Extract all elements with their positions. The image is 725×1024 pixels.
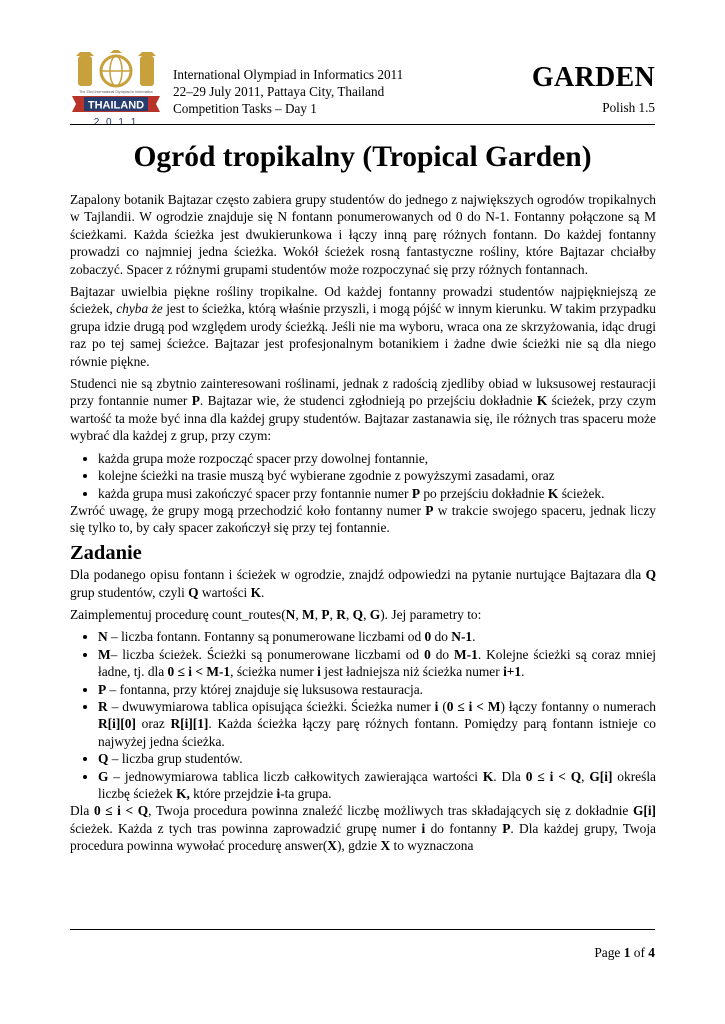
param-q <box>98 750 656 767</box>
text: , ścieżka numer <box>230 664 318 680</box>
text: ścieżek. Każda z tych tras powinna zaprowadzić grupę numer <box>70 820 422 836</box>
var: G <box>98 768 109 784</box>
note-paragraph <box>70 502 656 537</box>
text: po przejściu dokładnie <box>420 485 548 501</box>
var: i <box>276 786 281 801</box>
var: G[i] <box>632 803 657 819</box>
var: X <box>380 838 391 854</box>
var: X <box>327 838 337 854</box>
text: , Twoja procedura powinna znaleźć liczbę możliwych tras składających się z dokładnie <box>148 803 633 819</box>
var: Q <box>98 751 109 767</box>
var: N <box>285 606 296 622</box>
var: P <box>502 820 511 836</box>
task-name: GARDEN <box>531 62 655 93</box>
intro-paragraph-2 <box>70 283 656 370</box>
current-page: 1 <box>623 945 631 960</box>
params-list <box>70 628 656 802</box>
var: 0 ≤ i < M-1 <box>167 664 231 680</box>
text: , <box>295 606 303 622</box>
var: i <box>434 698 439 714</box>
var: 0 <box>424 646 431 662</box>
text: które przejdzie <box>189 786 277 801</box>
text: oraz <box>135 716 171 732</box>
var: 0 ≤ i < Q <box>93 803 149 819</box>
ioi-thailand-logo-icon <box>70 50 162 128</box>
text: określa liczbę ścieżek <box>98 768 656 801</box>
text: każda grupa musi zakończyć spacer przy fontannie numer <box>98 485 412 501</box>
text: . <box>521 664 525 680</box>
text: Zwróć uwagę, że grupy mogą przechodzić koło fontanny numer <box>70 502 426 518</box>
var: M-1 <box>454 646 478 662</box>
header-line-dates: 22–29 July 2011, Pattaya City, Thailand <box>173 84 385 99</box>
text: ( <box>438 698 447 714</box>
text: – liczba fontann. Fontanny są ponumerowane liczbami od <box>107 629 425 645</box>
text: – dwuwymiarowa tablica opisująca ścieżki. Ścieżka numer <box>107 698 435 714</box>
var: M <box>98 646 111 662</box>
header-info <box>173 66 403 117</box>
var: K <box>482 768 494 784</box>
var: N <box>98 629 108 645</box>
text: wartości <box>198 584 251 600</box>
text: Dla <box>70 803 94 819</box>
header-line-olympiad: International Olympiad in Informatics 2011 <box>173 67 404 82</box>
var: P <box>411 485 420 501</box>
text: , <box>314 606 322 622</box>
text: , <box>581 768 590 784</box>
text: w trakcie swojego spaceru, jednak liczy się tylko to, by cały spacer zakończył się przy tej fontannie. <box>70 502 656 536</box>
final-paragraph <box>70 802 656 854</box>
text: , <box>363 606 370 622</box>
var: Q <box>645 567 656 583</box>
var: i <box>421 820 426 836</box>
implement-paragraph <box>70 606 656 623</box>
text: . Bajtazar wie, że studenci zgłodnieją po przejściu dokładnie <box>199 393 537 409</box>
intro-paragraph-3 <box>70 375 656 445</box>
task-paragraph-1 <box>70 566 656 601</box>
var: G <box>369 606 381 622</box>
var: R <box>336 606 346 622</box>
text: – liczba ścieżek. Ścieżki są ponumerowane liczbami od <box>110 646 425 662</box>
var: R[i][1] <box>170 716 209 732</box>
text: do <box>431 629 452 645</box>
section-heading-task: Zadanie <box>70 541 142 564</box>
text: of <box>630 945 649 960</box>
var: K <box>547 485 559 501</box>
text: ścieżek, przy czym wartość ta może być inna dla każdej grupy studentów. Bajtazar zastanawia się, ile różnych tras spaceru może wybrać dla każdej z grup, przy czym: <box>70 393 656 444</box>
param-m <box>98 646 656 681</box>
text: jest ładniejsza niż ścieżka numer <box>320 664 504 680</box>
list-item <box>98 485 656 502</box>
text: . Dla <box>493 768 526 784</box>
text: Bajtazar uwielbia piękne rośliny tropikalne. Od każdej fontanny prowadzi studentów najpiękniejszą ze ścieżek, <box>70 284 656 317</box>
var: K, <box>176 786 190 801</box>
var: Q <box>188 584 199 600</box>
param-n <box>98 628 656 645</box>
param-r <box>98 698 656 750</box>
text: . Dla każdej grupy, Twoja procedura powinna wywołać procedurę answer( <box>70 820 656 854</box>
text: – liczba grup studentów. <box>108 751 243 767</box>
task-body <box>70 191 656 860</box>
text: , <box>345 606 353 622</box>
var: R[i][0] <box>98 716 136 732</box>
var: R <box>98 698 108 714</box>
var: N-1 <box>451 629 473 645</box>
intro-paragraph-1: Zapalony botanik Bajtazar często zabiera grupy studentów do jednego z największych ogrodów tropikalnych w Tajlandii. W ogrodzie znajduje się N fontann ponumerowanych od 0 do N-1. Fontanny połączone są M ścieżkami. Każda ścieżka jest dwukierunkowa i łączy inną parę różnych fontann. Do każdej fontanny prowadzi co najmniej jedna ścieżka. Wokół ścieżek rosną fantastyczne rośliny, które Bajtazar chciałby zobaczyć. Spacer z różnymi grupami studentów może rozpoczynać się przy różnych fontannach. <box>70 192 656 277</box>
text: -ta grupa. <box>280 786 332 801</box>
page-title: Ogród tropikalny (Tropical Garden) <box>133 141 592 173</box>
var: P <box>321 606 330 622</box>
text: , <box>329 606 337 622</box>
var: G[i] <box>589 768 613 784</box>
task-version: Polish 1.5 <box>602 100 655 115</box>
emphasis: chyba że <box>116 301 163 317</box>
list-item: • każda grupa może rozpocząć spacer przy dowolnej fontannie, <box>98 450 656 467</box>
text: ), gdzie <box>336 838 381 854</box>
footer-divider <box>70 929 655 930</box>
text: ) łączy fontanny o numerach <box>500 698 656 714</box>
logo-year: 2 0 1 1 <box>93 117 139 128</box>
header-line-day: Competition Tasks – Day 1 <box>173 101 317 116</box>
text: . <box>261 584 265 600</box>
text: ścieżek. <box>558 485 605 501</box>
var: 0 ≤ i < Q <box>525 768 582 784</box>
text: do fontanny <box>425 820 503 836</box>
var: P <box>425 502 434 518</box>
text: do <box>430 646 455 662</box>
text: Page <box>594 945 624 960</box>
text: – fontanna, przy której znajduje się luksusowa restauracja. <box>106 681 423 697</box>
var: 0 ≤ i < M <box>446 698 501 714</box>
var: M <box>302 606 315 622</box>
text: jest to ścieżka, którą właśnie przyszli, i mogą pójść w innym kierunku. W takim przypadku grupa idzie drugą pod względem urody ścieżką. Jeśli nie ma wyboru, wraca ona ze skrzyżowania, idąc drugi raz po tej samej ścieżce. Bajtazar jest profesjonalnym botanikiem i żadne dwie ścieżki nie są dla niego równie piękne. <box>70 301 656 369</box>
text: Zaimplementuj procedurę count_routes( <box>70 606 286 622</box>
page-number <box>594 945 655 961</box>
text: Dla podanego opisu fontann i ścieżek w ogrodzie, znajdź odpowiedzi na pytanie nurtujące Bajtazara dla <box>70 567 646 583</box>
var: K <box>250 584 262 600</box>
conditions-list <box>70 450 656 502</box>
var: i <box>317 664 321 680</box>
header-divider <box>70 124 655 125</box>
var: 0 <box>424 629 432 645</box>
var: P <box>98 681 107 697</box>
param-p <box>98 681 656 698</box>
var: Q <box>352 606 364 622</box>
text: . Kolejne ścieżki są coraz mniej ładne, tj. dla <box>98 646 656 680</box>
param-g <box>98 768 656 803</box>
list-item: • kolejne ścieżki na trasie muszą być wybierane zgodnie z powyższymi zasadami, oraz <box>98 467 656 484</box>
total-pages: 4 <box>648 945 655 960</box>
text: to wyznaczona <box>390 838 474 854</box>
var: K <box>536 393 548 409</box>
logo-country: THAILAND <box>87 99 145 112</box>
text: Studenci nie są zbytnio zainteresowani roślinami, jednak z radością zjedliby obiad w luksusowej restauracji przy fontannie numer <box>70 376 656 409</box>
text: . Każda ścieżka łączy parę różnych fontann. Pomiędzy parą fontann istnieje co najwyżej jedna ścieżka. <box>98 716 656 749</box>
var: i+1 <box>503 664 522 680</box>
text: grup studentów, czyli <box>70 584 189 600</box>
logo-top-text: The 23rd International Olympiad in Informatics <box>79 90 153 94</box>
text: – jednowymiarowa tablica liczb całkowitych zawierająca wartości <box>108 768 483 784</box>
text: ). Jej parametry to: <box>380 606 482 622</box>
var: P <box>191 393 200 409</box>
text: . <box>472 629 476 645</box>
